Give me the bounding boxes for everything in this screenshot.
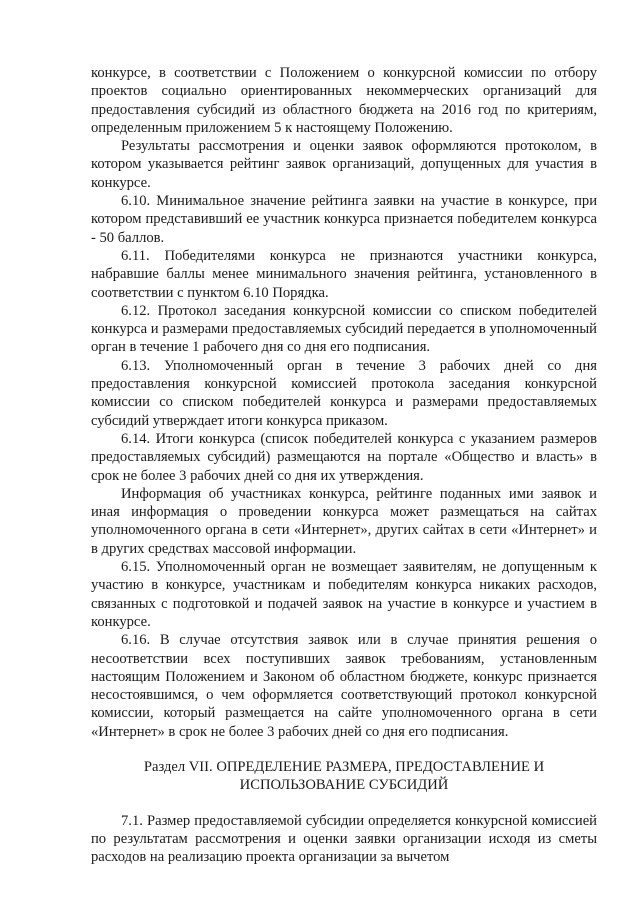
section-heading-line-1: Раздел VII. ОПРЕДЕЛЕНИЕ РАЗМЕРА, ПРЕДОСТАВЛЕНИЕ И (143, 758, 545, 775)
section-heading-line-2: ИСПОЛЬЗОВАНИЕ СУБСИДИЙ (239, 777, 449, 794)
paragraph-info: Информация об участниках конкурса, рейтинге поданных ими заявок и иная информация о проведении конкурса может размещаться на сайтах уполномоченного органа в сети «Интернет», других сайтах в сети «Интернет» и в других средствах массовой информации. (91, 485, 597, 557)
paragraph-6-11: 6.11. Победителями конкурса не признаются участники конкурса, набравшие баллы менее минимального значения рейтинга, установленного в соответствии с пунктом 6.10 Порядка. (91, 247, 597, 301)
paragraph-continuation: конкурсе, в соответствии с Положением о конкурсной комиссии по отбору проектов социально ориентированных некоммерческих организаций для предоставления субсидий из областного бюджета на 2016 год по критериям, определенным приложением 5 к настоящему Положению. (91, 65, 597, 136)
spacer (91, 795, 597, 812)
paragraph-results: Результаты рассмотрения и оценки заявок оформляются протоколом, в котором указывается рейтинг заявок организаций, допущенных для участия в конкурсе. (91, 138, 597, 191)
paragraph-6-16: 6.16. В случае отсутствия заявок или в случае принятия решения о несоответствии всех поступивших заявок требованиям, установленным настоящим Положением и Законом об областном бюджете, конкурс признается несостоявшимся, о чем оформляется соответствующий протокол конкурсной комиссии, который размещается на сайте уполномоченного органа в сети «Интернет» в срок не более 3 рабочих дней со дня его подписания. (91, 632, 597, 740)
paragraph-6-13: 6.13. Уполномоченный орган в течение 3 рабочих дней со дня предоставления конкурсной комиссией протокола заседания конкурсной комиссии со списком победителей конкурса и размерами предоставляемых субсидий утверждает итоги конкурса приказом. (91, 357, 597, 429)
paragraph-6-14: 6.14. Итоги конкурса (список победителей конкурса с указанием размеров предоставляемых субсидий) размещаются на портале «Общество и власть» в срок не более 3 рабочих дней со дня их утверждения. (91, 430, 597, 484)
paragraph-7-1: 7.1. Размер предоставляемой субсидии определяется конкурсной комиссией по результатам рассмотрения и оценки заявки организации исходя из сметы расходов на реализацию проекта организации за вычетом (91, 812, 597, 866)
paragraph-6-10: 6.10. Минимальное значение рейтинга заявки на участие в конкурсе, при котором представивший ее участник конкурса признается победителем конкурса - 50 баллов. (91, 193, 597, 246)
paragraph-6-15: 6.15. Уполномоченный орган не возмещает заявителям, не допущенным к участию в конкурсе, участникам и победителям конкурса никаких расходов, связанных с подготовкой и подачей заявок на участие в конкурсе и участием в конкурсе. (91, 559, 597, 630)
paragraph-6-12: 6.12. Протокол заседания конкурсной комиссии со списком победителей конкурса и размерами предоставляемых субсидий передается в уполномоченный орган в течение 1 рабочего дня со дня его подписания. (91, 302, 597, 356)
document-page (91, 64, 597, 866)
section-heading (91, 758, 597, 795)
